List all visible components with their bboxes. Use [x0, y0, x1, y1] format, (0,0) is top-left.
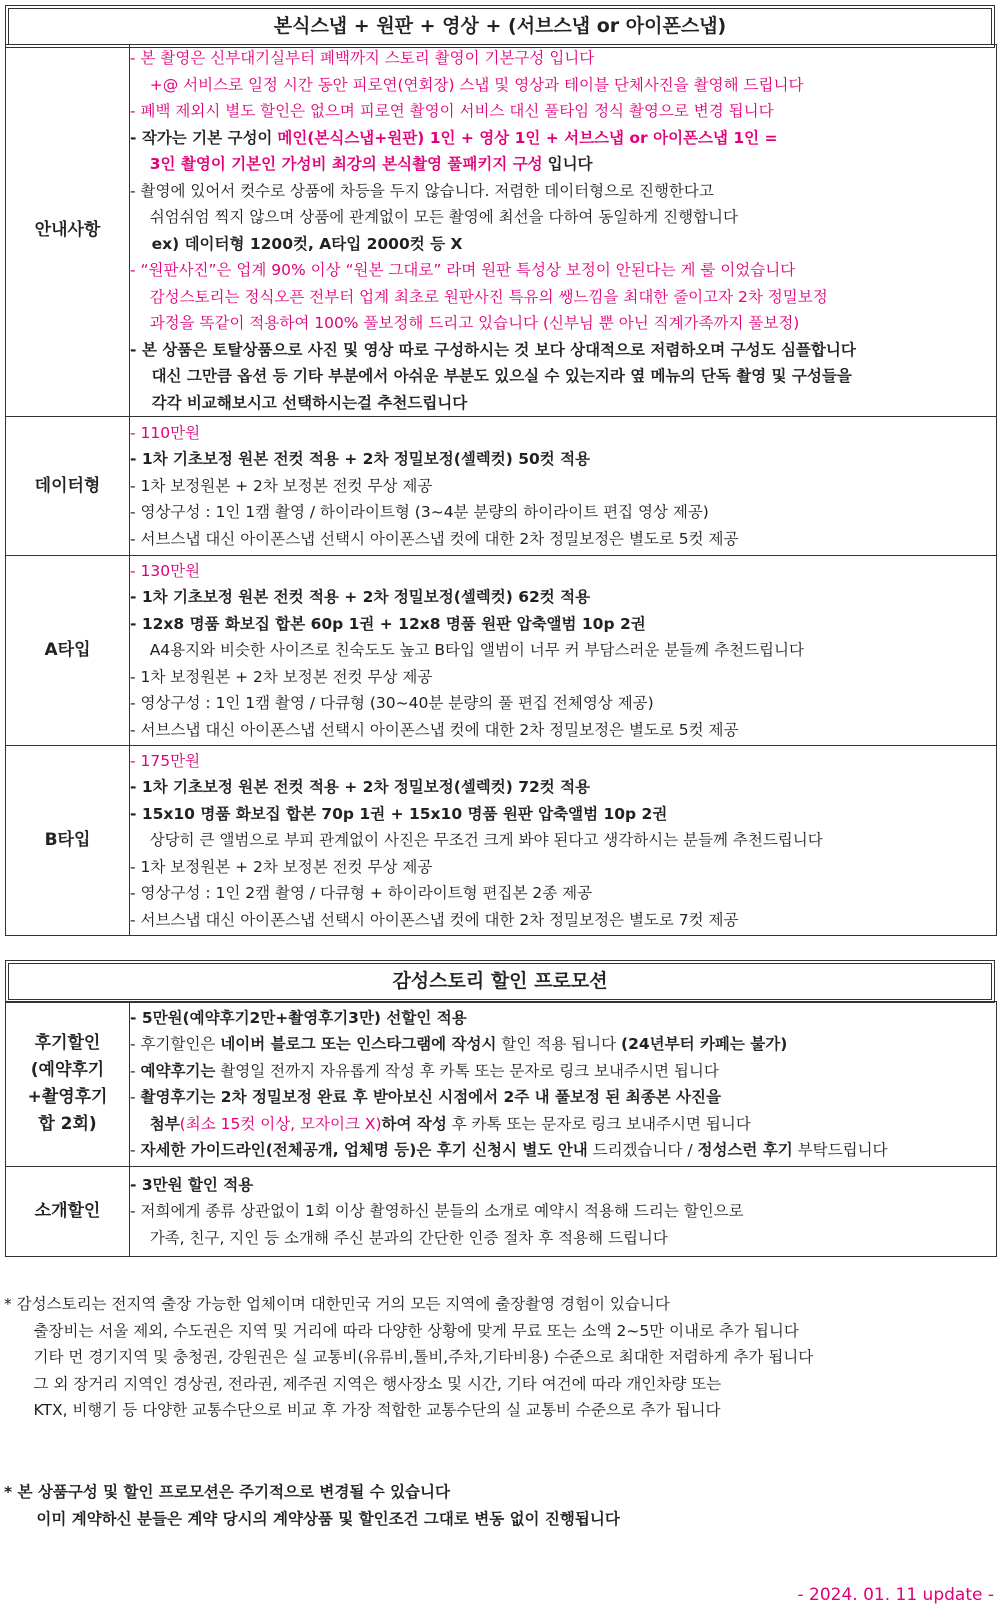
text-line: 이미 계약하신 분들은 계약 당시의 계약상품 및 할인조건 그대로 변동 없이 진행됩니다 [4, 1509, 620, 1528]
text-line: - 1차 보정원본 + 2차 보정본 전컷 무상 제공 [130, 667, 433, 686]
text-line: - 3만원 할인 적용 [130, 1175, 254, 1194]
promo-title-box [5, 960, 995, 1003]
text-line: - 본 촬영은 신부대기실부터 폐백까지 스토리 촬영이 기본구성 입니다 [130, 49, 595, 67]
text-line: A4용지와 비슷한 사이즈로 친숙도도 높고 B타입 앨범이 너무 커 부담스러운 분들께 추천드립니다 [130, 641, 804, 660]
text-line: - 영상구성 : 1인 2캠 촬영 / 다큐형 + 하이라이트형 편집본 2종 제공 [130, 884, 593, 903]
referral-body [130, 1167, 997, 1257]
b-type-body [130, 746, 997, 936]
referral-row [6, 1167, 997, 1257]
text-line: - 175만원 [130, 751, 201, 770]
text-line: - 1차 기초보정 원본 전컷 적용 + 2차 정밀보정(셀렉컷) 72컷 적용 [130, 778, 591, 797]
main-title: 본식스냅 + 원판 + 영상 + (서브스냅 or 아이폰스냅) [8, 8, 992, 45]
text-line: 기타 먼 경기지역 및 충청권, 강원권은 실 교통비(유류비,톨비,주차,기타비용) 수준으로 최대한 저렴하게 추가 됩니다 [4, 1348, 814, 1366]
review-header-line: 합 2회) [38, 1114, 97, 1134]
text-line: 가족, 친구, 지인 등 소개해 주신 분과의 간단한 인증 절차 후 적용해 드립니다 [130, 1228, 668, 1247]
text-line: - 130만원 [130, 561, 201, 580]
travel-note [4, 1291, 994, 1424]
referral-header: 소개할인 [6, 1167, 130, 1257]
text-line: ex) 데이터형 1200컷, A타입 2000컷 등 X [130, 234, 463, 253]
text-line: - 영상구성 : 1인 1캠 촬영 / 하이라이트형 (3~4분 분량의 하이라이트 편집 영상 제공) [130, 503, 709, 522]
text-line: 쉬엄쉬엄 찍지 않으며 상품에 관계없이 모든 촬영에 최선을 다하여 동일하게 진행합니다 [130, 208, 739, 226]
review-body [130, 1002, 997, 1167]
text-line: - 110만원 [130, 423, 201, 442]
main-title-box [5, 5, 995, 48]
review-header [6, 1002, 130, 1167]
text-line: 상당히 큰 앨범으로 부피 관계없이 사진은 무조건 크게 봐야 된다고 생각하시는 분들께 추천드립니다 [130, 831, 823, 850]
review-header-line: +촬영후기 [27, 1087, 108, 1107]
text-line: * 본 상품구성 및 할인 프로모션은 주기적으로 변경될 수 있습니다 [4, 1483, 450, 1501]
text-line: 출장비는 서울 제외, 수도권은 지역 및 거리에 따라 다양한 상황에 맞게 무료 또는 소액 2~5만 이내로 추가 됩니다 [4, 1321, 799, 1340]
text-line: - 본 상품은 토탈상품으로 사진 및 영상 따로 구성하시는 것 보다 상대적으로 저렴하오며 구성도 심플합니다 [130, 340, 856, 359]
b-type-header: B타입 [6, 746, 130, 936]
text-line: - 15x10 명품 화보집 합본 70p 1권 + 15x10 명품 원판 압축앨범 10p 2권 [130, 804, 668, 823]
text-line: - 12x8 명품 화보집 합본 60p 1권 + 12x8 명품 원판 압축앨범 10p 2권 [130, 614, 646, 633]
update-date: - 2024. 01. 11 update - [797, 1585, 994, 1605]
review-header-line: (예약후기 [30, 1060, 105, 1080]
text-line: - 촬영에 있어서 컷수로 상품에 차등을 두지 않습니다. 저렴한 데이터형으로 진행한다고 [130, 181, 714, 200]
a-type-header: A타입 [6, 556, 130, 746]
text-line: - 폐백 제외시 별도 할인은 없으며 피로연 촬영이 서비스 대신 풀타임 정식 촬영으로 변경 됩니다 [130, 102, 774, 120]
text-line: - 저희에게 종류 상관없이 1회 이상 촬영하신 분들의 소개로 예약시 적용해 드리는 할인으로 [130, 1202, 744, 1221]
text-line: +@ 서비스로 일정 시간 동안 피로연(연회장) 스냅 및 영상과 테이블 단체사진을 촬영해 드립니다 [130, 75, 804, 94]
text-line: - 예약후기는 촬영일 전까지 자유롭게 작성 후 카톡 또는 문자로 링크 보내주시면 됩니다 [130, 1061, 719, 1080]
text-line: - 촬영후기는 2차 정밀보정 완료 후 받아보신 시점에서 2주 내 풀보정 된 최종본 사진을 [130, 1088, 721, 1106]
policy-note [4, 1479, 994, 1532]
text-line: * 감성스토리는 전지역 출장 가능한 업체이며 대한민국 거의 모든 지역에 출장촬영 경험이 있습니다 [4, 1295, 670, 1313]
data-type-row [6, 417, 997, 556]
text-line: - 자세한 가이드라인(전체공개, 업체명 등)은 후기 신청시 별도 안내 드리겠습니다 / 정성스런 후기 부탁드립니다 [130, 1141, 888, 1159]
info-row [6, 45, 997, 417]
text-line: - 작가는 기본 구성이 메인(본식스냅+원판) 1인 + 영상 1인 + 서브스냅 or 아이폰스냅 1인 = [130, 128, 778, 147]
promo-title: 감성스토리 할인 프로모션 [8, 963, 992, 1000]
text-line: - 1차 기초보정 원본 전컷 적용 + 2차 정밀보정(셀렉컷) 50컷 적용 [130, 450, 591, 469]
review-row [6, 1002, 997, 1167]
text-line: - 1차 기초보정 원본 전컷 적용 + 2차 정밀보정(셀렉컷) 62컷 적용 [130, 588, 591, 607]
data-type-body [130, 417, 997, 556]
text-line: - 영상구성 : 1인 1캠 촬영 / 다큐형 (30~40분 분량의 풀 편집 전체영상 제공) [130, 694, 654, 713]
info-body [130, 45, 997, 417]
text-line: 첨부(최소 15컷 이상, 모자이크 X)하여 작성 후 카톡 또는 문자로 링크 보내주시면 됩니다 [149, 1114, 751, 1133]
text-line: 각각 비교해보시고 선택하시는걸 추천드립니다 [130, 393, 468, 412]
a-type-body [130, 556, 997, 746]
promo-table [5, 1001, 997, 1257]
b-type-row [6, 746, 997, 936]
text-line: 대신 그만큼 옵션 등 기타 부분에서 아쉬운 부분도 있으실 수 있는지라 옆 메뉴의 단독 촬영 및 구성들을 [130, 367, 852, 385]
text-line: - 서브스냅 대신 아이폰스냅 선택시 아이폰스냅 컷에 대한 2차 정밀보정은 별도로 5컷 제공 [130, 720, 739, 739]
a-type-row [6, 556, 997, 746]
info-header: 안내사항 [6, 45, 130, 417]
text-line: - 1차 보정원본 + 2차 보정본 전컷 무상 제공 [130, 476, 433, 495]
package-table [5, 44, 997, 936]
data-type-header: 데이터형 [6, 417, 130, 556]
text-line: - 후기할인은 네이버 블로그 또는 인스타그램에 작성시 할인 적용 됩니다 (24년부터 카페는 불가) [130, 1035, 788, 1053]
text-line: - “원판사진”은 업계 90% 이상 “원본 그대로” 라며 원판 특성상 보정이 안된다는 게 룰 이었습니다 [130, 261, 796, 279]
text-line: - 서브스냅 대신 아이폰스냅 선택시 아이폰스냅 컷에 대한 2차 정밀보정은 별도로 7컷 제공 [130, 910, 739, 929]
text-line: - 5만원(예약후기2만+촬영후기3만) 선할인 적용 [130, 1008, 467, 1027]
text-line: 그 외 장거리 지역인 경상권, 전라권, 제주권 지역은 행사장소 및 시간, 기타 여건에 따라 개인차량 또는 [4, 1374, 722, 1393]
text-line: 3인 촬영이 기본인 가성비 최강의 본식촬영 풀패키지 구성 입니다 [149, 155, 593, 173]
text-line: 감성스토리는 정식오픈 전부터 업계 최초로 원판사진 특유의 쌩느낌을 최대한 줄이고자 2차 정밀보정 [130, 287, 828, 306]
text-line: KTX, 비행기 등 다양한 교통수단으로 비교 후 가장 적합한 교통수단의 실 교통비 수준으로 추가 됩니다 [4, 1401, 721, 1419]
text-line: - 서브스냅 대신 아이폰스냅 선택시 아이폰스냅 컷에 대한 2차 정밀보정은 별도로 5컷 제공 [130, 529, 739, 548]
text-line: 과정을 똑같이 적용하여 100% 풀보정해 드리고 있습니다 (신부님 뿐 아닌 직계가족까지 풀보정) [130, 314, 800, 332]
review-header-line: 후기할인 [34, 1033, 101, 1053]
text-line: - 1차 보정원본 + 2차 보정본 전컷 무상 제공 [130, 857, 433, 876]
